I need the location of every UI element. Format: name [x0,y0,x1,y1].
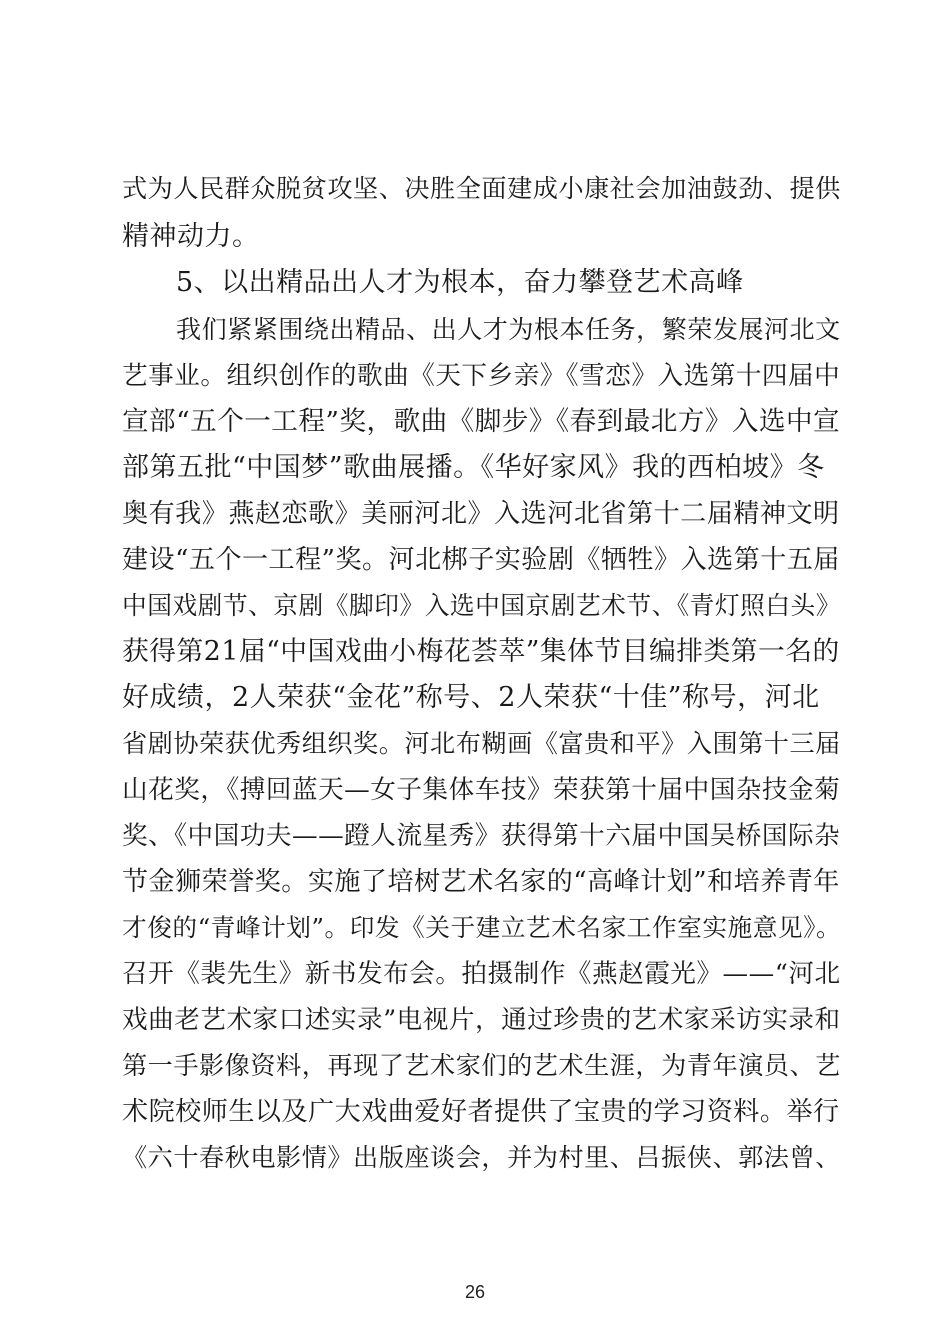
text-line-15: 奖、《中国功夫——蹬人流星秀》获得第十六届中国吴桥国际杂 [122,821,841,851]
text-line-9: 建设“五个一工程”奖。河北梆子实验剧《牺牲》入选第十五届 [122,545,840,575]
text-line-18: 召开《裴先生》新书发布会。拍摄制作《燕赵霞光》——“河北 [122,959,841,989]
text-line-21: 术院校师生以及广大戏曲爱好者提供了宝贵的学习资料。举行 [122,1097,840,1127]
text-line-5: 艺事业。组织创作的歌曲《天下乡亲》《雪恋》入选第十四届中 [122,361,841,391]
text-line-11: 获得第21届“中国戏曲小梅花荟萃”集体节目编排类第一名的 [122,636,840,667]
page-number: 26 [464,1282,486,1302]
text-line-20: 第一手影像资料，再现了艺术家们的艺术生涯，为青年演员、艺 [122,1051,841,1080]
text-line-10: 中国戏剧节、京剧《脚印》入选中国京剧艺术节、《青灯照白头》 [122,591,841,620]
text-line-19: 戏曲老艺术家口述实录”电视片，通过珍贵的艺术家采访实录和 [122,1005,841,1035]
text-line-8: 奥有我》燕赵恋歌》美丽河北》入选河北省第十二届精神文明 [122,499,840,529]
text-line-12: 好成绩，2人荣获“金花”称号、2人荣获“十佳”称号，河北 [122,682,820,713]
text-line-16: 节金狮荣誉奖。实施了培树艺术名家的“高峰计划”和培养青年 [122,867,840,897]
text-line-7: 部第五批“中国梦”歌曲展播。《华好家风》我的西柏坡》冬 [122,452,825,483]
text-line-4: 我们紧紧围绕出精品、出人才为根本任务，繁荣发展河北文 [176,315,841,344]
text-line-17: 才俊的“青峰计划”。印发《关于建立艺术名家工作室实施意见》。 [122,913,842,942]
text-line-6: 宣部“五个一工程”奖，歌曲《脚步》《春到最北方》入选中宣 [122,406,841,437]
text-line-22: 《六十春秋电影情》出版座谈会，并为村里、吕振侠、郭法曾、 [122,1143,841,1172]
text-line-2: 精神动力。 [122,221,260,252]
text-line-13: 省剧协荣获优秀组织奖。河北布糊画《富贵和平》入围第十三届 [122,729,841,758]
section-heading: 5、以出精品出人才为根本，奋力攀登艺术高峰 [176,267,744,298]
text-line-1: 式为人民群众脱贫攻坚、决胜全面建成小康社会加油鼓劲、提供 [122,174,841,203]
text-line-14: 山花奖，《搏回蓝天—女子集体车技》荣获第十届中国杂技金菊 [122,775,841,805]
